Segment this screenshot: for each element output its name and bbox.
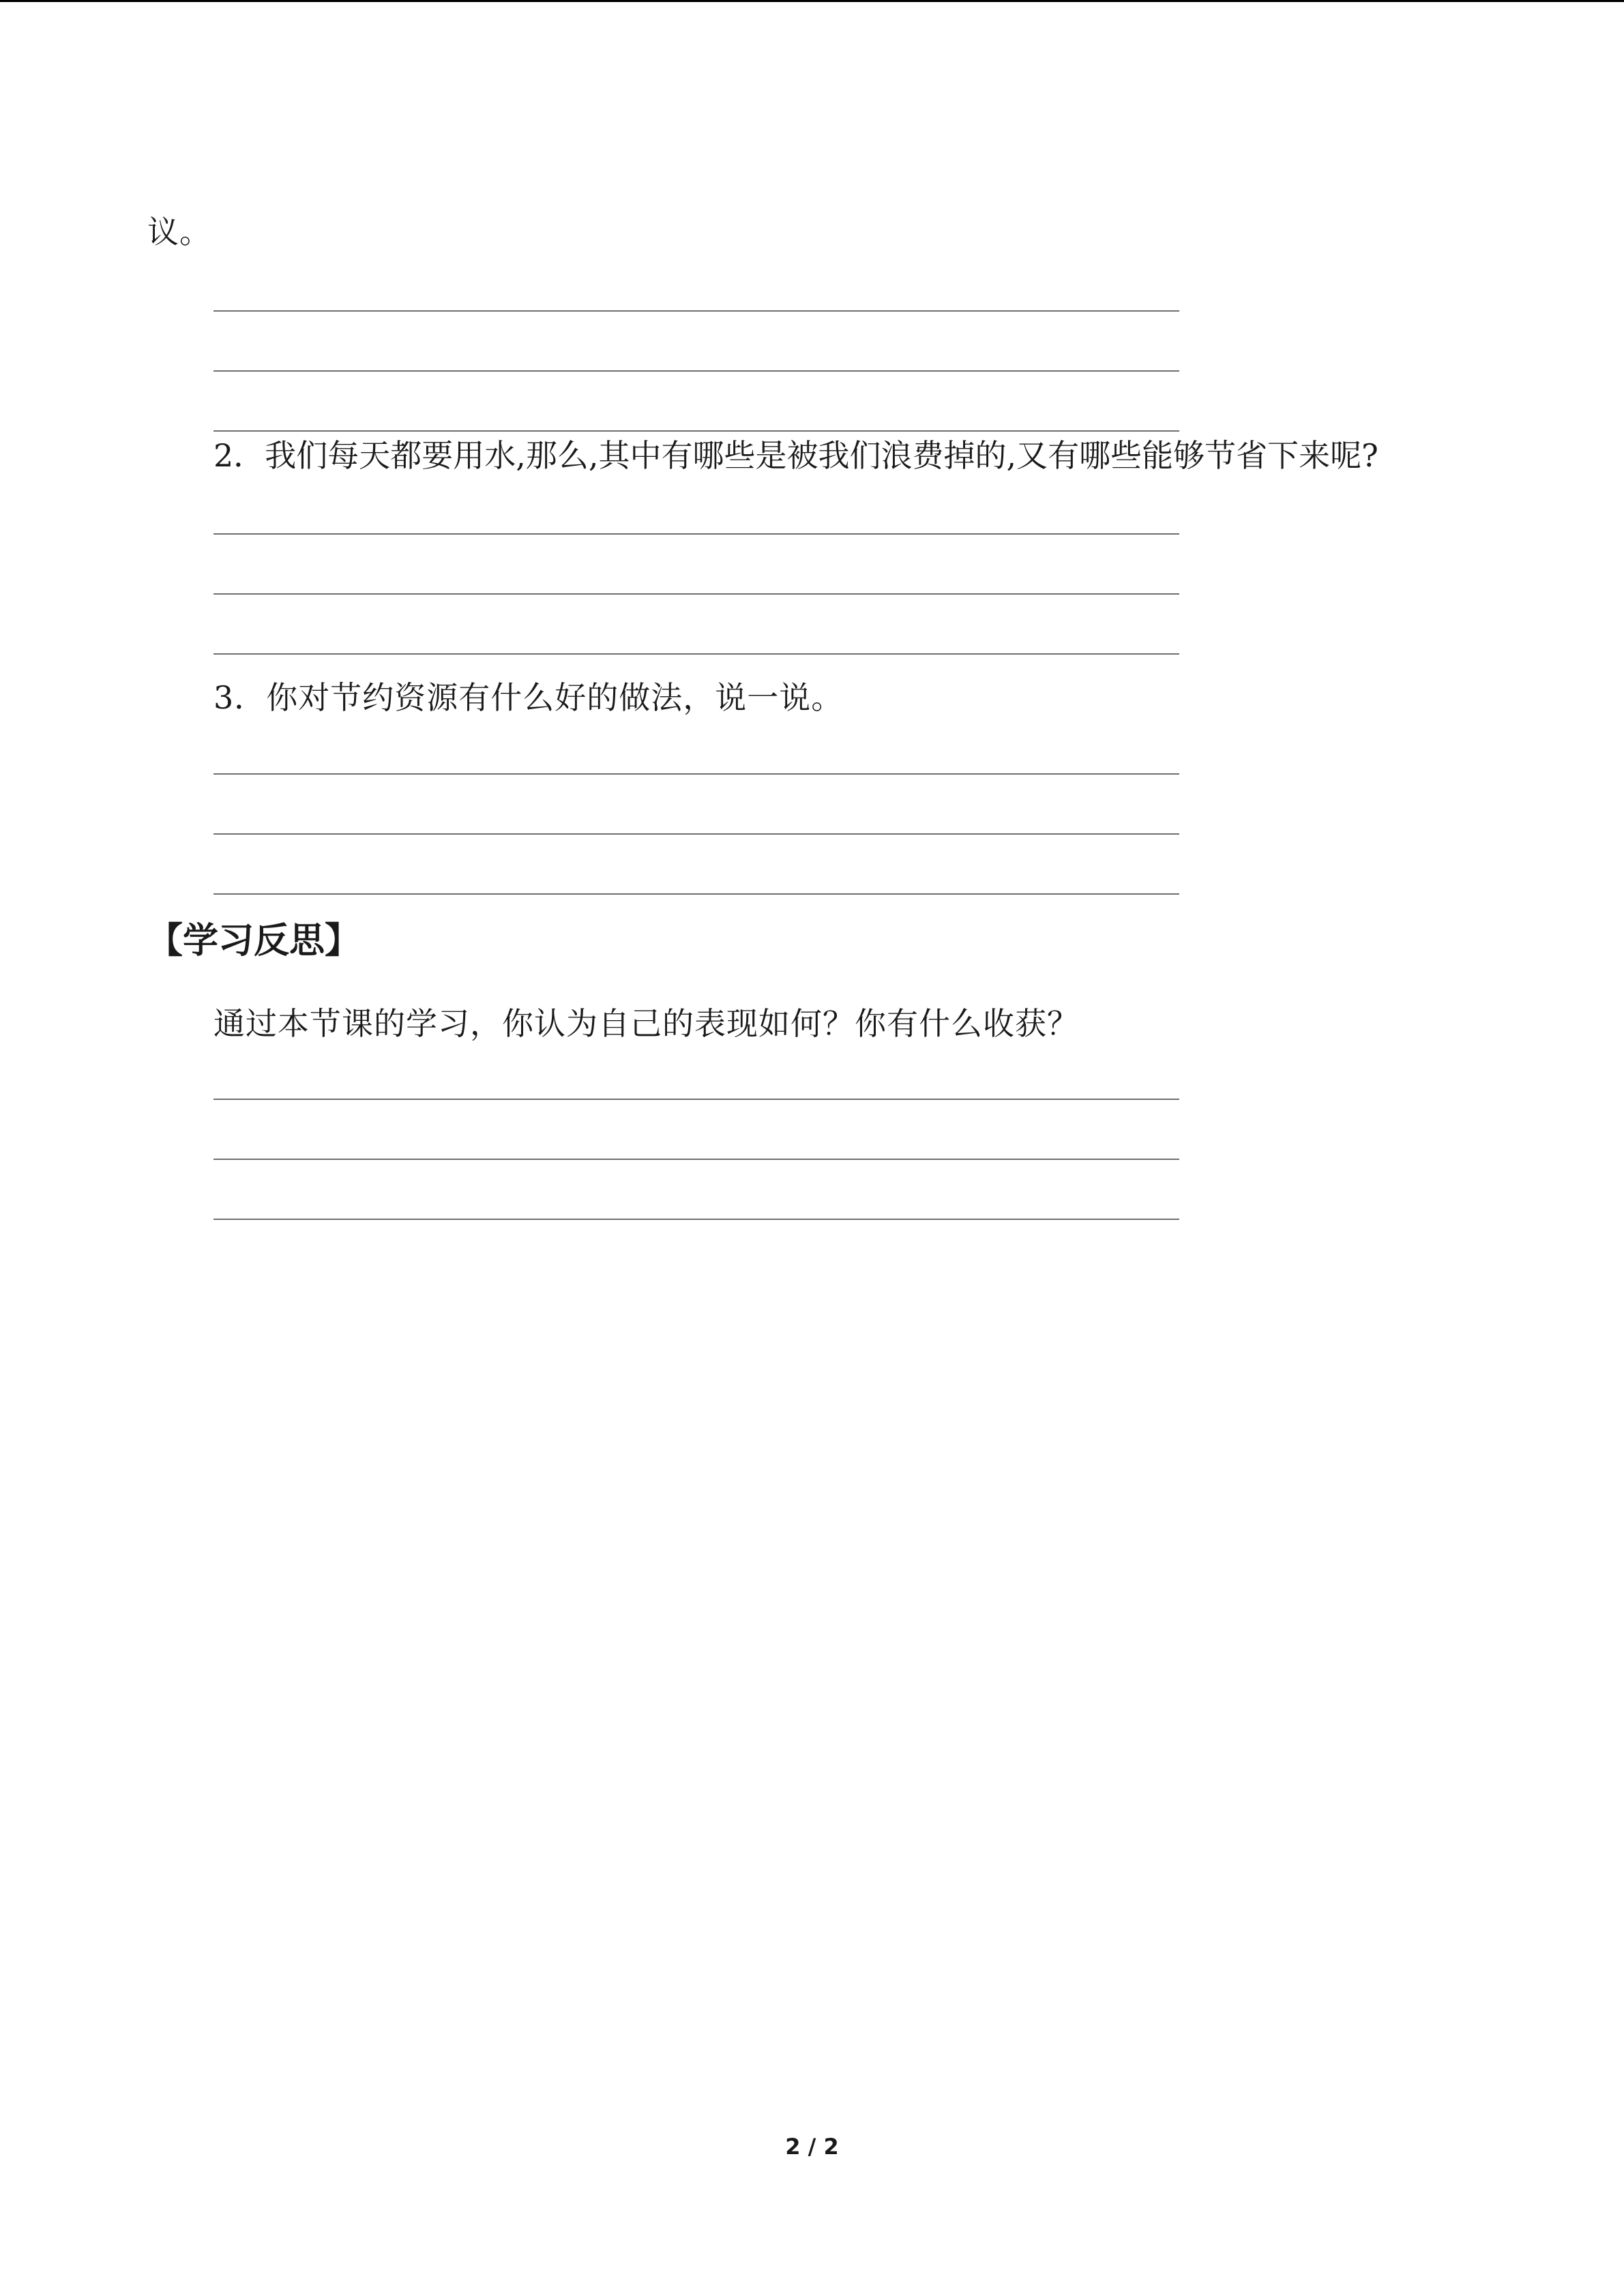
page-top-border <box>0 0 1624 2</box>
question-3: 3．你对节约资源有什么好的做法，说一说。 <box>213 679 844 716</box>
answer-line <box>213 833 1179 835</box>
answer-line <box>213 773 1179 775</box>
answer-line <box>213 370 1179 372</box>
continuation-text: 议。 <box>147 213 211 250</box>
answer-line <box>213 533 1179 535</box>
answer-line <box>213 1219 1179 1220</box>
answer-line <box>213 310 1179 312</box>
question-2: 2．我们每天都要用水,那么,其中有哪些是被我们浪费掉的,又有哪些能够节省下来呢? <box>213 437 1378 474</box>
answer-line <box>213 1099 1179 1100</box>
answer-line <box>213 893 1179 895</box>
page-number: 2 / 2 <box>785 2134 839 2160</box>
answer-line <box>213 593 1179 595</box>
reflection-prompt: 通过本节课的学习，你认为自己的表现如何？你有什么收获？ <box>213 1005 1079 1042</box>
answer-line <box>213 653 1179 655</box>
answer-line <box>213 430 1179 432</box>
answer-line <box>213 1159 1179 1160</box>
section-heading-reflection: 【学习反思】 <box>147 921 361 961</box>
